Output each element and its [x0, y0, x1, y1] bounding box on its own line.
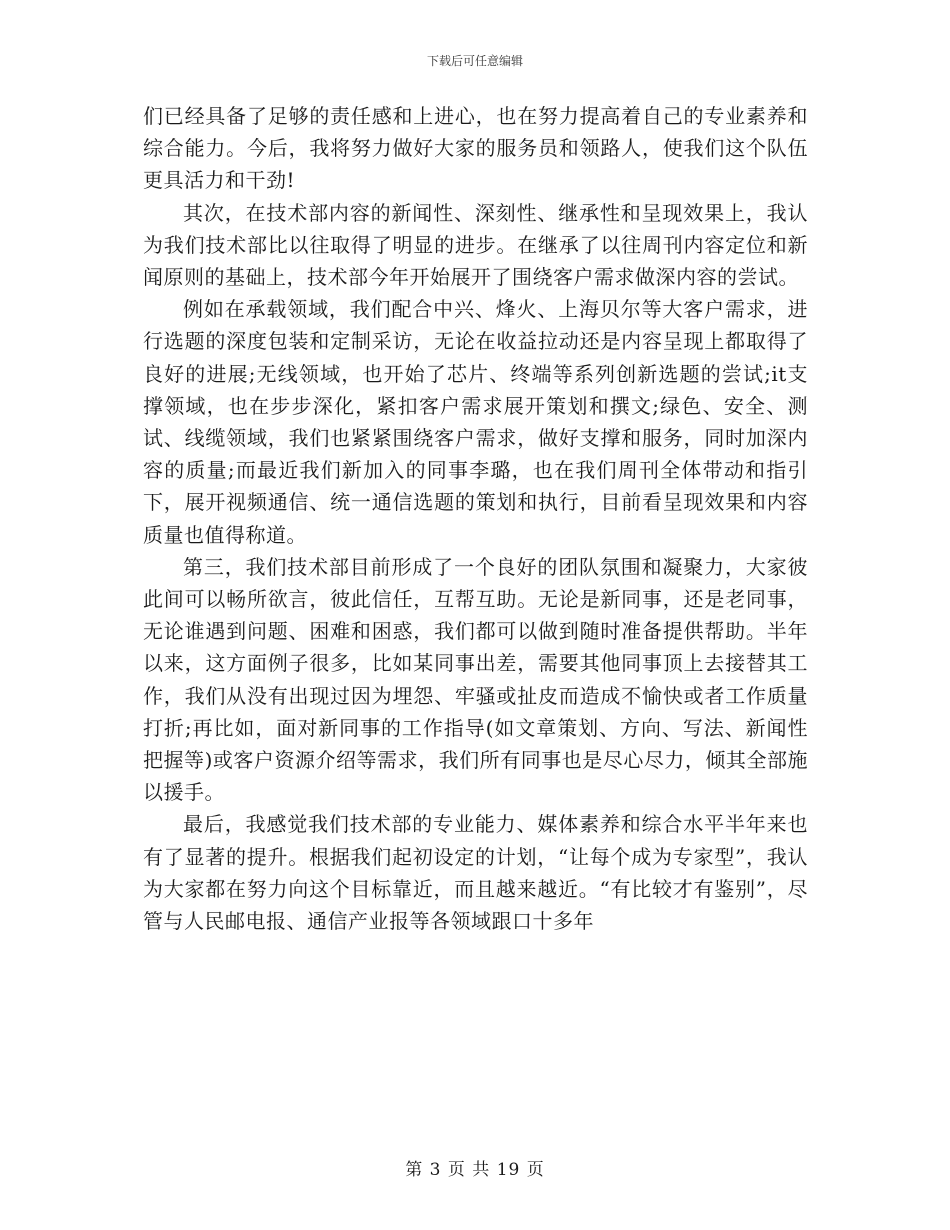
paragraph-1: 们已经具备了足够的责任感和上进心，也在努力提高着自己的专业素养和综合能力。今后，我将努力做好大家的服务员和领路人，使我们这个队伍更具活力和干劲!	[143, 104, 808, 193]
paragraph-4: 第三，我们技术部目前形成了一个良好的团队氛围和凝聚力，大家彼此间可以畅所欲言，彼此信任，互帮互助。无论是新同事，还是老同事，无论谁遇到问题、困难和困惑，我们都可以做到随时准备提供帮助。半年以来，这方面例子很多，比如某同事出差，需要其他同事顶上去接替其工作，我们从没有出现过因为埋怨、牢骚或扯皮而造成不愉快或者工作质量打折;再比如，面对新同事的工作指导(如文章策划、方向、写法、新闻性把握等)或客户资源介绍等需求，我们所有同事也是尽心尽力，倾其全部施以援手。	[143, 554, 808, 805]
paragraph-5: 最后，我感觉我们技术部的专业能力、媒体素养和综合水平半年来也有了显著的提升。根据我们起初设定的计划，“让每个成为专家型”，我认为大家都在努力向这个目标靠近，而且越来越近。“有比较才有鉴别”，尽管与人民邮电报、通信产业报等各领域跟口十多年	[143, 812, 808, 934]
page-header: 下载后可任意编辑	[426, 54, 523, 68]
paragraph-3: 例如在承载领域，我们配合中兴、烽火、上海贝尔等大客户需求，进行选题的深度包装和定制采访，无论在收益拉动还是内容呈现上都取得了良好的进展;无线领域，也开始了芯片、终端等系列创新选题的尝试;it支撑领域，也在步步深化，紧扣客户需求展开策划和撰文;绿色、安全、测试、线缆领域，我们也紧紧围绕客户需求，做好支撑和服务，同时加深内容的质量;而最近我们新加入的同事李璐，也在我们周刊全体带动和指引下，展开视频通信、统一通信选题的策划和执行，目前看呈现效果和内容质量也值得称道。	[143, 297, 808, 547]
body-text	[143, 100, 808, 937]
page-footer: 第 3 页 共 19 页	[405, 1160, 545, 1180]
paragraph-2: 其次，在技术部内容的新闻性、深刻性、继承性和呈现效果上，我认为我们技术部比以往取得了明显的进步。在继承了以往周刊内容定位和新闻原则的基础上，技术部今年开始展开了围绕客户需求做深内容的尝试。	[143, 200, 808, 290]
